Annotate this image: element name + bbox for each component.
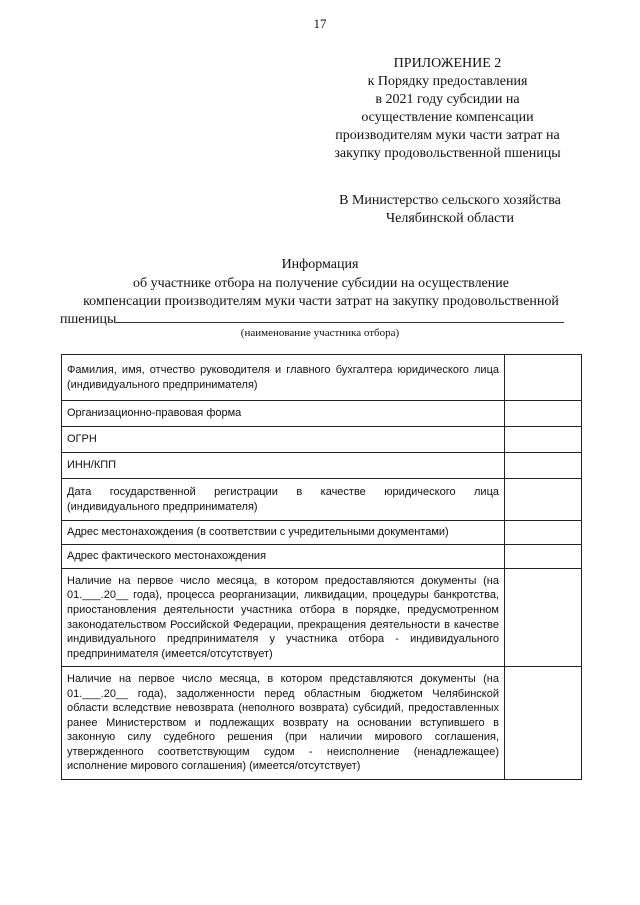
page-number: 17 — [313, 16, 327, 31]
subtitle-line: пшеницы — [60, 312, 117, 327]
row-label: Наличие на первое число месяца, в котором представляются документы (на 01.___.20__ года), задолженности перед областным бюджетом Челябинской области вследствие невозврата (неполного возврата) субсидий, предоставленных ранее Министерством и подлежащих возврату на основании вступившего в законную силу судебного решения (при наличии мирового соглашения, утвержденного соответствующим судом - неисполнение (ненадлежащее) исполнение мирового соглашения) (имеется/отсутствует) — [62, 667, 505, 780]
appendix-line: закупку продовольственной пшеницы — [334, 146, 561, 161]
table-row — [62, 667, 582, 780]
row-value-cell[interactable] — [505, 427, 582, 453]
addressee — [315, 192, 585, 228]
form-subtitle — [60, 275, 582, 329]
table-row — [62, 545, 582, 569]
table-row — [62, 479, 582, 521]
addressee-line: Челябинской области — [386, 211, 514, 226]
info-table — [61, 354, 582, 780]
row-value-cell[interactable] — [505, 521, 582, 545]
table-row — [62, 355, 582, 401]
table-row — [62, 453, 582, 479]
appendix-title: ПРИЛОЖЕНИЕ 2 — [393, 56, 502, 71]
name-caption: (наименование участника отбора) — [240, 327, 400, 339]
appendix-header — [300, 55, 595, 163]
row-label: Фамилия, имя, отчество руководителя и главного бухгалтера юридического лица (индивидуального предпринимателя) — [62, 355, 505, 401]
table-row — [62, 569, 582, 667]
row-value-cell[interactable] — [505, 401, 582, 427]
row-label: Дата государственной регистрации в качестве юридического лица (индивидуального предпринимателя) — [62, 479, 505, 521]
appendix-line: производителям муки части затрат на — [335, 128, 560, 143]
form-title: Информация — [281, 257, 359, 272]
row-value-cell[interactable] — [505, 545, 582, 569]
row-label: ИНН/КПП — [62, 453, 505, 479]
row-value-cell[interactable] — [505, 479, 582, 521]
row-label: Наличие на первое число месяца, в котором предоставляются документы (на 01.___.20__ года), процесса реорганизации, ликвидации, процедуры банкротства, приостановления деятельности участника отбора в порядке, предусмотренном законодательством Российской Федерации, прекращения деятельности в качестве индивидуального предпринимателя у участника отбора - индивидуального предпринимателя (имеется/отсутствует) — [62, 569, 505, 667]
row-label: Организационно-правовая форма — [62, 401, 505, 427]
subtitle-line: компенсации производителям муки части затрат на закупку продовольственной — [83, 294, 559, 309]
row-label: Адрес фактического местонахождения — [62, 545, 505, 569]
appendix-line: к Порядку предоставления — [367, 74, 528, 89]
participant-name-blank[interactable] — [116, 311, 564, 323]
row-label: Адрес местонахождения (в соответствии с учредительными документами) — [62, 521, 505, 545]
row-value-cell[interactable] — [505, 667, 582, 780]
appendix-line: осуществление компенсации — [361, 110, 534, 125]
addressee-line: В Министерство сельского хозяйства — [339, 193, 561, 208]
row-value-cell[interactable] — [505, 355, 582, 401]
table-row — [62, 401, 582, 427]
row-label: ОГРН — [62, 427, 505, 453]
table-row — [62, 521, 582, 545]
subtitle-line: об участнике отбора на получение субсидии на осуществление — [133, 276, 509, 291]
row-value-cell[interactable] — [505, 453, 582, 479]
appendix-line: в 2021 году субсидии на — [375, 92, 520, 107]
row-value-cell[interactable] — [505, 569, 582, 667]
table-row — [62, 427, 582, 453]
